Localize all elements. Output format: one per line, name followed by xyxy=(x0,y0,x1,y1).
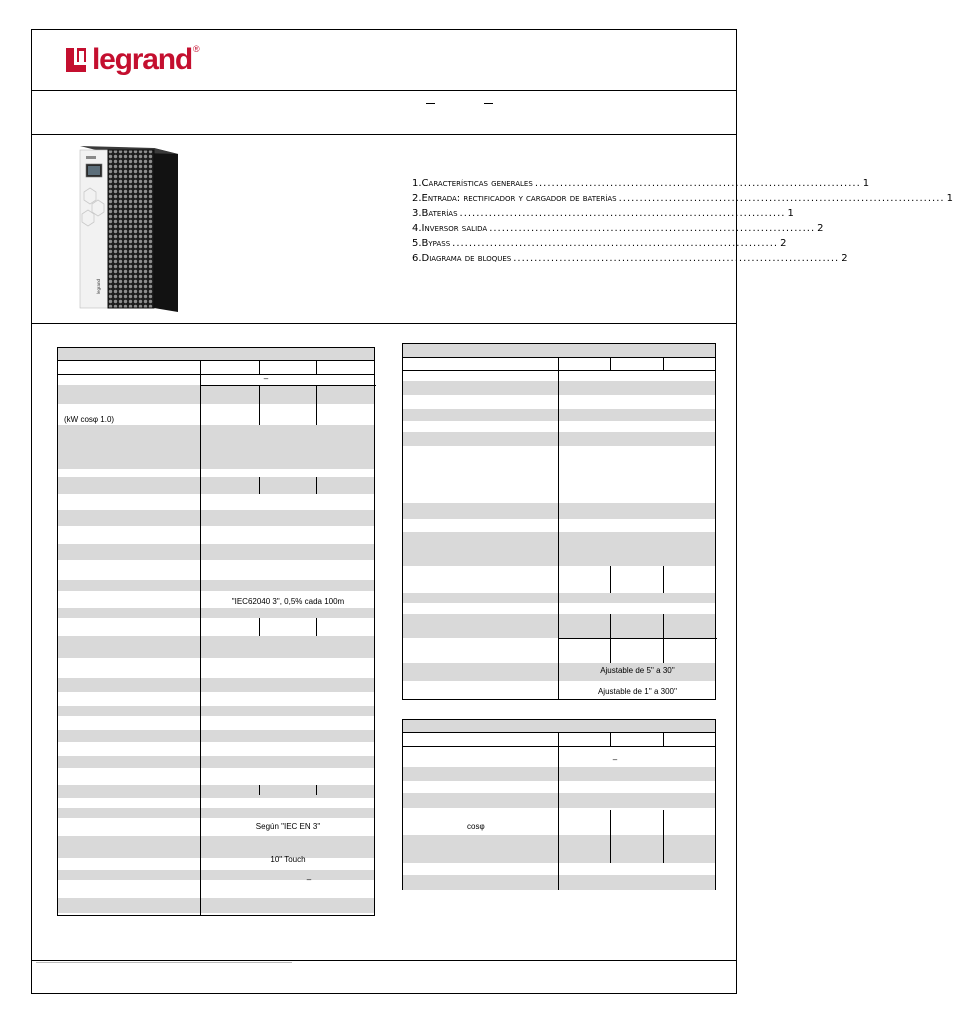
svg-text:legrand: legrand xyxy=(96,278,101,294)
cell-display: 10" Touch xyxy=(270,855,306,864)
toc-number: 3. xyxy=(412,208,422,219)
toc-page: 1 xyxy=(862,178,870,189)
toc-item[interactable] xyxy=(412,236,787,251)
toc-number: 5. xyxy=(412,238,422,249)
toc-page: 2 xyxy=(817,223,824,234)
general-characteristics-table xyxy=(57,347,375,916)
summary-divider xyxy=(31,323,737,324)
cell-adjust-seconds: Ajustable de 5'' a 30'' xyxy=(600,666,675,675)
legrand-mark-icon xyxy=(66,48,88,72)
cell-dash: – xyxy=(612,755,618,764)
toc-item[interactable] xyxy=(412,221,824,236)
title-dash xyxy=(484,103,493,104)
toc-item[interactable] xyxy=(412,191,953,206)
header-divider xyxy=(31,90,737,91)
toc-title: Baterías xyxy=(421,208,458,219)
cell-iec62040: "IEC62040 3", 0,5% cada 100m xyxy=(231,597,345,606)
inverter-table xyxy=(402,719,716,890)
toc-leader: .............................................................................. xyxy=(452,238,779,249)
toc-page: 2 xyxy=(780,238,787,249)
toc-title: Diagrama de bloques xyxy=(421,253,512,264)
cell-cosphi: cosφ xyxy=(467,822,485,831)
toc-leader: .............................................................................. xyxy=(459,208,786,219)
toc-title: Características generales xyxy=(421,178,533,189)
title-dash xyxy=(426,103,435,104)
cell-iec-en: Según "IEC EN 3" xyxy=(255,822,321,831)
table-of-contents xyxy=(412,176,953,266)
footer-rule xyxy=(36,962,292,963)
toc-leader: .............................................................................. xyxy=(618,193,945,204)
toc-title: Bypass xyxy=(421,238,451,249)
legrand-logo xyxy=(66,44,200,82)
row-label-kw: (kW cosφ 1.0) xyxy=(64,415,115,424)
logo-wordmark: legrand xyxy=(92,43,192,76)
cell-adjust-minutes: Ajustable de 1'' a 300'' xyxy=(597,687,678,696)
toc-page: 1 xyxy=(946,193,953,204)
toc-leader: .............................................................................. xyxy=(489,223,816,234)
toc-item[interactable] xyxy=(412,176,870,191)
title-divider xyxy=(31,134,737,135)
cell-dash: – xyxy=(306,875,312,884)
registered-mark: ® xyxy=(192,44,200,54)
toc-number: 1. xyxy=(412,178,422,189)
toc-item[interactable] xyxy=(412,206,794,221)
toc-page: 2 xyxy=(841,253,848,264)
toc-title: Inversor salida xyxy=(421,223,488,234)
toc-number: 2. xyxy=(412,193,422,204)
footer-divider xyxy=(31,960,737,961)
toc-title: Entrada: rectificador y cargador de baterías xyxy=(421,193,617,204)
toc-leader: .............................................................................. xyxy=(513,253,840,264)
toc-page: 1 xyxy=(787,208,794,219)
rectifier-table xyxy=(402,343,716,700)
toc-item[interactable] xyxy=(412,251,848,266)
toc-number: 6. xyxy=(412,253,422,264)
toc-number: 4. xyxy=(412,223,422,234)
ups-cabinet-image xyxy=(78,144,178,312)
cell-dash: – xyxy=(263,374,269,383)
toc-leader: .............................................................................. xyxy=(534,178,861,189)
